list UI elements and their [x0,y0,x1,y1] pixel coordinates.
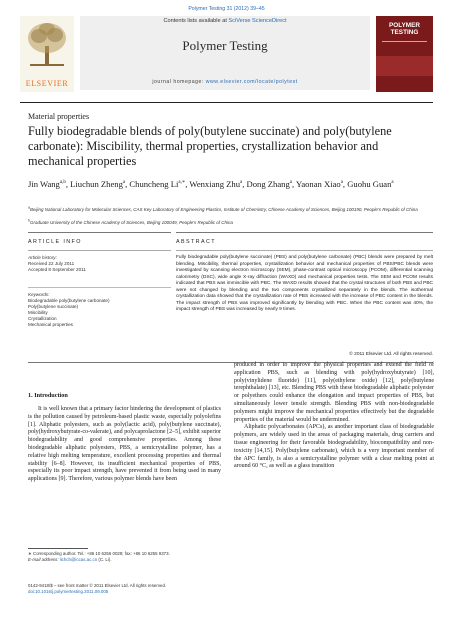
author-list: Jin Wang$^{a,b}$, Liuchun Zheng$^a$, Chuncheng $Li^{a,∗}$, Wenxiang Zhu$^a$, Dong Zhang$^a$, Yaonan Xiao$^a$, Guohu Guan$^a$ [28,179,394,189]
author-name[interactable]: Liuchun Zheng [70,179,123,189]
affiliation-b [28,220,433,226]
masthead-divider [20,102,433,103]
article-history [28,255,171,273]
article-info-heading: ARTICLE INFO [28,239,82,245]
author-sup: a,∗ [178,180,186,186]
homepage-link[interactable]: www.elsevier.com/locate/polytest [205,79,298,85]
author-sup: a [240,180,243,186]
author-name[interactable]: Chuncheng Li [129,179,179,189]
keywords-block [28,292,171,329]
corresponding-author: ∗ Corresponding author. Tel.: +86 10 6256 0029; fax: +86 10 6255 9373. [28,551,170,556]
doi-link[interactable]: doi:10.1016/j.polymertesting.2011.09.005 [28,589,109,594]
section-label: Material properties [28,112,90,121]
introduction-heading: 1. Introduction [28,392,68,399]
author-name[interactable]: Yaonan Xiao [295,179,341,189]
abstract-heading: ABSTRACT [176,239,216,245]
author-sup: a [391,180,394,186]
elsevier-tree-icon [24,20,70,70]
affiliation-text: Graduate University of the Chinese Academy of Sciences, Beijing 100049, People's Republic of China [29,220,234,225]
issn-line: 0142-9418/$ – see front matter © 2011 Elsevier Ltd. All rights reserved. [28,583,167,588]
keyword[interactable]: Miscibility [28,310,48,316]
journal-cover[interactable] [376,16,433,92]
accepted-date: Accepted 8 September 2011 [28,267,86,272]
affiliation-a [28,207,433,213]
elsevier-logo[interactable] [20,16,74,92]
keywords-heading: Keywords: [28,292,50,297]
journal-homepage [80,79,370,85]
affiliation-sup: b [28,218,30,223]
author-name[interactable]: Dong Zhang [246,179,290,189]
affiliation-text: Beijing National Laboratory for Molecular Sciences, CAS Key Laboratory of Engineering Plastics, Institute of Chemistry, Chinese Academy of Sciences, Beijing 100190, People's Republic of China [29,207,418,212]
paper-title: Fully biodegradable blends of poly(butylene succinate) and poly(butylene carbonate): Miscibility, thermal properties, crystallization behavior and mechanical properties [28,124,392,168]
body-paragraph: produced in order to improve the physical properties and extend the field of application PBS, such as blending with poly(hydroxybutyrate) [10], poly(vinylidene fluoride) [11], poly(ethylene oxide) [12], poly(butylene terephthalate) [13], etc. Blending PBS with these biodegradable aliphatic polyester or polyethers could enhance the elongation and impact properties of PBS, but simultaneously lower tensile strength. Blending PBS with non-biodegradable polymers might improve the mechanical properties effectively but the degradable properties of the material would be undermined. [234,362,434,423]
abstract-rule-top [176,250,433,251]
cover-rule [382,41,427,42]
cover-title-line2: TESTING [390,29,419,36]
keyword[interactable]: Poly(butylene succinate) [28,304,79,310]
footnote [28,551,221,563]
received-date: Received 22 July 2011 [28,261,75,266]
journal-header-box [80,16,370,90]
author-sup: a [122,180,126,186]
author-sup: a [289,180,292,186]
bottom-info [28,583,328,595]
contents-prefix: Contents lists available at [163,18,229,24]
email-line [28,557,221,563]
email-link[interactable]: lichch@iccas.ac.cn [59,557,98,562]
journal-title: Polymer Testing [182,38,268,53]
author-name[interactable]: Wenxiang Zhu [189,179,241,189]
keywords-divider [28,287,171,288]
cover-title-line1: POLYMER [388,22,420,29]
history-heading: Article history: [28,255,57,260]
email-suffix: (C. Li). [97,557,112,562]
journal-masthead [20,16,433,102]
article-info-rule [28,250,171,251]
info-divider-left [28,232,171,233]
body-paragraph: Aliphatic polycarbonates (APCs), as another important class of biodegradable polymers, are widely used in the areas of packaging materials, drug carriers and tissue engineering for their favorable biodegradability, biocompatibility and non-toxicity [14,15]. Poly(butylene carbonate), which is a very important member of the APC family, is also a semicrystalline polymer with a clear melting point at around 60 °C, as well as a glass transition [234,424,434,470]
sciencedirect-link[interactable]: SciVerse ScienceDirect [228,18,287,24]
info-divider-right [176,232,433,233]
author-sup: a [340,180,343,186]
cover-title [389,22,420,36]
contents-line [80,18,370,24]
author-name[interactable]: Guohu Guan [347,179,392,189]
journal-reference[interactable]: Polymer Testing 31 (2012) 39–45 [188,6,265,12]
footnote-divider [28,548,88,549]
homepage-prefix: journal homepage: [152,79,206,85]
email-label: E-mail address: [28,557,60,562]
keyword[interactable]: Biodegradable poly(butylene carbonate) [28,298,110,304]
author-name[interactable]: Jin Wang [28,179,60,189]
keyword[interactable]: Crystallization [28,316,57,322]
author-sup: a,b [59,180,66,186]
body-right-column [234,362,434,471]
body-left-column: It is well known that a primary factor hindering the development of plastics is the pollution caused by petroleum-based plastic waste, especially polyolefins [1]. Aliphatic polyesters, such as poly(lactic acid), poly(butylene succinate), poly(hydroxybutyrate-co-valerate), and polycaprolactone [2–5], exhibit superior biodegradability and good comprehensive properties. Among these biodegradable aliphatic polyesters, PBS, a semicrystalline polymer, has a relative high melting temperature, excellent processing properties and thermal stability [6–8]. However, its insufficient mechanical properties of PBS, especially its poor impact strength, have prevented it from being used in many applications [9]. Therefore, various polymer blends have been [28,406,221,483]
copyright: © 2011 Elsevier Ltd. All rights reserved. [349,352,433,357]
abstract-text: Fully biodegradable poly(butylene succinate) (PBS) and poly(butylene carbonate) (PBC) blends were prepared by melt blending. Miscibility, thermal properties, crystallization behavior and mechanical properties of PBS/PBC blends were investigated by scanning electron microscopy (SEM), phase-contrast optical microscopy (PCOM), differential scanning calorimetry (DSC), wide angle X-ray diffraction (WAXD) and mechanical properties tests. The SEM and PCOM results indicated that PBS was immiscible with PBC. The WAXD results showed that the crystal structures of both PBS and PBC were not changed by blending and the two components crystallized separately in the blends. The isothermal crystallization data showed that the crystallization rate of PBS increased with the increase of PBC content in the blends. The impact strength of PBS was improved significantly by blending with PBC. When the PBC content was 40%, the impact strength of PBS was increased by nearly 9 times. [176,255,433,313]
cover-band [376,56,433,76]
elsevier-wordmark: ELSEVIER [25,79,69,88]
affiliation-sup: a [28,205,30,210]
keyword[interactable]: Mechanical properties [28,322,73,328]
